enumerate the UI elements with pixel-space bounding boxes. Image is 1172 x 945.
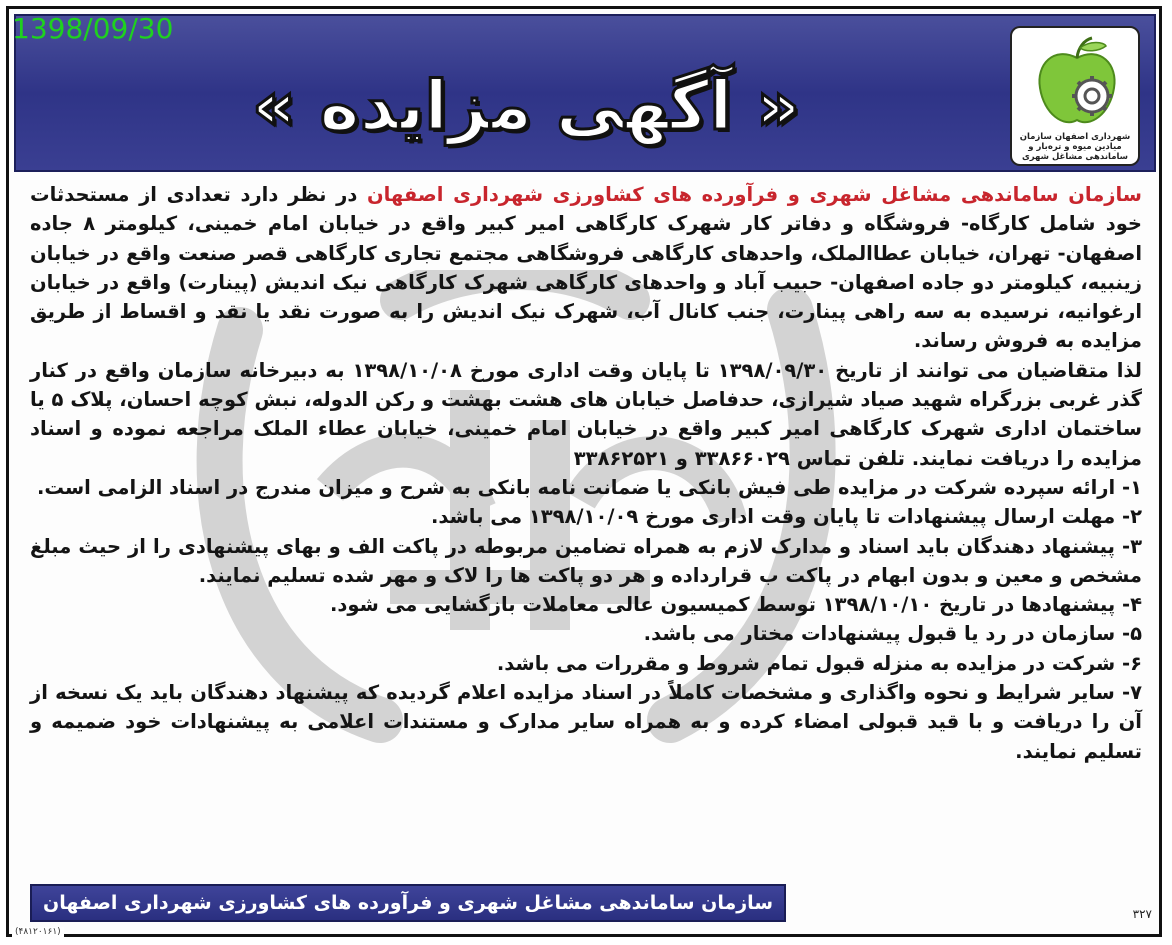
condition-item: ۳- پیشنهاد دهندگان باید اسناد و مدارک لازم به همراه تضامین مربوطه در پاکت الف و بهای پیشنهادی را از حیث مبلغ مشخص و معین و بدون ابهام در پاکت ب قرارداده و هر دو پاکت ها را لاک و مهر شده تسلیم نمایند. [30,534,1142,587]
condition-item: ۶- شرکت در مزایده به منزله قبول تمام شروط و مقررات می باشد. [496,651,1142,675]
logo [1010,26,1140,166]
condition-item: ۵- سازمان در رد یا قبول پیشنهادات مختار می باشد. [643,622,1142,646]
condition-item: ۷- سایر شرایط و نحوه واگذاری و مشخصات کاملاً در اسناد مزایده اعلام گردیده که پیشنهاد دهندگان باید یک نسخه از آن را دریافت و با قید قبولی امضاء کرده و به همراه سایر مدارک و مستندات اعلامی به پیشنهادات خود ضمیمه و تسلیم نمایند. [30,681,1142,763]
condition-item: ۲- مهلت ارسال پیشنهادات تا پایان وقت اداری مورخ ۱۳۹۸/۱۰/۰۹ می باشد. [430,505,1142,529]
condition-item: ۱- ارائه سپرده شرکت در مزایده طی فیش بانکی یا ضمانت نامه بانکی به شرح و میزان مندرج در اسناد الزامی است. [36,475,1142,499]
page-title: « آگهی مزایده » [251,67,801,146]
reference-code: (۴۸۱۲۰۱۶۱) [12,927,64,937]
condition-item: ۴- پیشنهادها در تاریخ ۱۳۹۸/۱۰/۱۰ توسط کمیسیون عالی معاملات بازگشایی می شود. [329,593,1142,617]
footer-organization: سازمان ساماندهی مشاغل شهری و فرآورده های کشاورزی شهرداری اصفهان [43,892,773,914]
footer-banner [30,884,786,922]
logo-caption: شهرداری اصفهان سازمان میادین میوه و تره‌بار و ساماندهی مشاغل شهری [1019,132,1131,162]
organization-name: سازمان ساماندهی مشاغل شهری و فرآورده های کشاورزی شهرداری اصفهان [367,183,1142,206]
apple-logo-icon [1034,36,1120,132]
ad-body [30,180,1142,766]
page-number: ۳۲۷ [1132,907,1152,921]
headline [206,52,846,162]
intro-paragraph [30,180,1142,356]
intro-text: در نظر دارد تعدادی از مستحدثات خود شامل کارگاه- فروشگاه و دفاتر کار شهرک کارگاهی امیر کبیر واقع در خیابان امام خمینی، کیلومتر ۸ جاده اصفهان- تهران، خیابان عطاالملک، واحدهای کارگاهی فروشگاهی مجتمع تجاری کارگاهی قصر صنعت واقع در خیابان زینبیه، کیلومتر دو جاده اصفهان- حبیب آباد و واحدهای کارگاهی شهرک کارگاهی نیک اندیش (پینارت) واقع در خیابان ارغوانیه، نرسیده به سه راهی پینارت، جنب کانال آب، شهرک نیک اندیش را به صورت نقد یا نقد و اقساط از طریق مزایده به فروش رساند. [30,183,1142,353]
documents-paragraph: لذا متقاضیان می توانند از تاریخ ۱۳۹۸/۰۹/۳۰ تا پایان وقت اداری مورخ ۱۳۹۸/۱۰/۰۸ به دبیرخانه سازمان واقع در کنار گذر غربی بزرگراه شهید صیاد شیرازی، حدفاصل خیابان های هشت بهشت و رکن الدوله، نبش کوچه احسان، پلاک ۵ یا ساختمان اداری شهرک کارگاهی امیر کبیر واقع در خیابان امام خمینی، خیابان عطاء الملک مراجعه نموده و اسناد مزایده را دریافت نمایند. تلفن تماس ۳۳۸۶۶۰۲۹ و ۳۳۸۶۲۵۲۱ [30,358,1143,470]
header-banner [14,14,1156,172]
date-stamp: 1398/09/30 [12,12,174,45]
